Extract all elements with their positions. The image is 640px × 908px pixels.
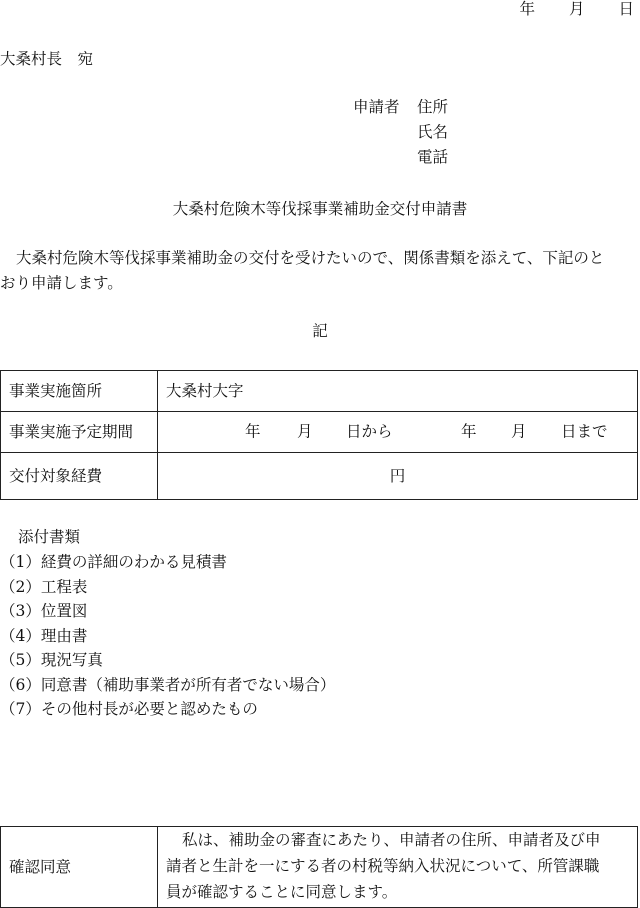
cost-unit: 円 [158,453,638,500]
list-item: （2）工程表 [0,577,88,596]
period-month-from: 月 [297,422,313,441]
confirm-line-2: 請者と生計を一にする者の村税等納入状況について、所管課職 [166,857,600,875]
info-table [0,370,638,500]
table-row [1,827,638,908]
list-item: （4）理由書 [0,626,88,645]
list-item: （5）現況写真 [0,651,103,669]
applicant-name-label: 氏名 [417,123,449,141]
list-item: （6）同意書（補助事業者が所有者でない場合） [0,675,336,694]
confirm-text [158,827,638,908]
confirm-table [0,826,638,908]
confirm-line-3: 員が確認することに同意します。 [166,883,398,901]
attachments-section [0,528,335,725]
body-line-1: 大桑村危険木等伐採事業補助金の交付を受けたいので、関係書類を添えて、下記のと [16,249,605,267]
date-year: 年 [519,0,535,18]
period-from: 日から [346,422,393,441]
period-until: 日まで [561,422,608,441]
location-label: 事業実施箇所 [1,371,158,412]
table-row [1,371,638,412]
date-line [519,0,634,19]
document-title: 大桑村危険木等伐採事業補助金交付申請書 [172,200,468,218]
date-month: 月 [568,0,585,18]
period-month-to: 月 [511,422,527,441]
attachments-heading: 添付書類 [18,528,81,546]
cost-label: 交付対象経費 [1,453,158,500]
ki-heading: 記 [312,322,328,340]
applicant-address-label: 住所 [417,98,449,116]
period-year-to: 年 [461,422,477,441]
list-item: （7）その他村長が必要と認めたもの [0,700,258,718]
applicant-label: 申請者 [353,98,400,116]
list-item: （1）経費の詳細のわかる見積書 [0,553,227,571]
body-text [0,246,636,296]
confirm-label: 確認同意 [1,827,158,908]
period-year-from: 年 [245,422,261,441]
period-cell [158,412,638,453]
applicant-phone-label: 電話 [417,148,449,166]
body-line-2: おり申請します。 [0,274,123,292]
table-row [1,453,638,500]
period-label: 事業実施予定期間 [1,412,158,453]
addressee: 大桑村長 宛 [0,50,94,68]
applicant-fields [417,98,448,173]
list-item: （3）位置図 [0,602,88,620]
location-value: 大桑村大字 [158,371,638,412]
date-day: 日 [618,0,634,18]
confirm-line-1: 私は、補助金の審査にあたり、申請者の住所、申請者及び申 [182,831,601,849]
table-row [1,412,638,453]
